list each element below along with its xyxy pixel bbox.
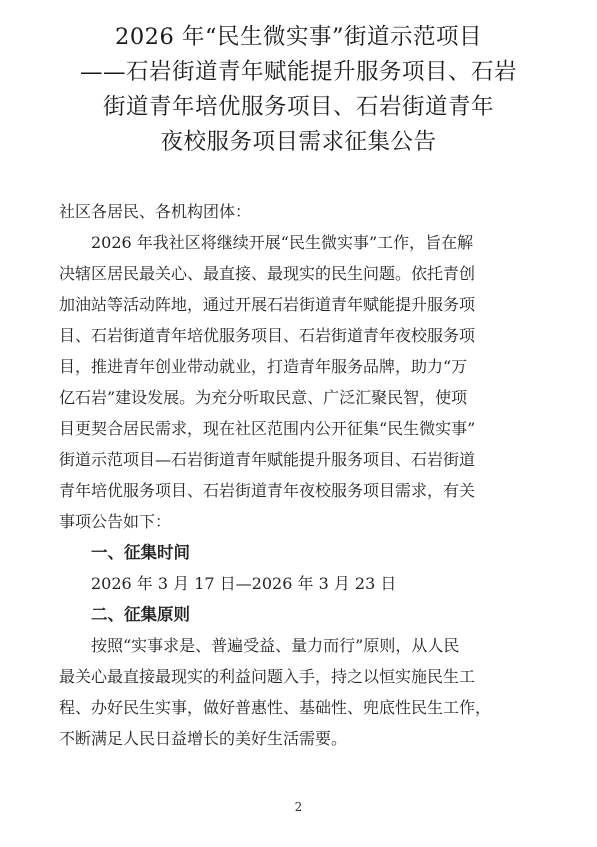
section-2-paragraph — [59, 630, 541, 754]
intro-line: 事项公告如下： — [59, 512, 172, 531]
title-line-1: 2026 年“民生微实事”街道示范项目 — [115, 24, 482, 50]
title-line-3: 街道青年培优服务项目、石岩街道青年 — [102, 94, 494, 120]
document-title — [40, 20, 557, 160]
intro-line: 目、石岩街道青年培优服务项目、石岩街道青年夜校服务项 — [59, 326, 476, 345]
section-2-line: 按照“实事求是、普遍受益、量力而行”原则，从人民 — [91, 636, 460, 655]
section-1-content: 2026 年 3 月 17 日—2026 年 3 月 23 日 — [91, 574, 397, 593]
intro-line: 目，推进青年创业带动就业，打造青年服务品牌，助力“万 — [59, 357, 468, 376]
intro-paragraph — [59, 227, 541, 537]
title-line-4: 夜校服务项目需求征集公告 — [160, 129, 437, 155]
intro-line: 青年培优服务项目、石岩街道青年夜校服务项目需求，有关 — [59, 481, 476, 500]
document-body — [59, 196, 541, 754]
section-2-heading: 二、征集原则 — [91, 605, 190, 624]
intro-line: 亿石岩”建设发展。为充分听取民意、广泛汇聚民智，使项 — [59, 388, 468, 407]
intro-line: 加油站等活动阵地，通过开展石岩街道青年赋能提升服务项 — [59, 295, 476, 314]
intro-line: 目更契合居民需求，现在社区范围内公开征集“民生微实事” — [59, 419, 476, 438]
section-2-line: 最关心最直接最现实的利益问题入手，持之以恒实施民生工 — [59, 667, 476, 686]
salutation: 社区各居民、各机构团体： — [59, 202, 252, 221]
section-1-heading: 一、征集时间 — [91, 543, 190, 562]
section-2-line: 程、办好民生实事，做好普惠性、基础性、兜底性民生工作， — [59, 698, 492, 717]
title-line-2: ——石岩街道青年赋能提升服务项目、石岩 — [79, 59, 517, 85]
page-number: 2 — [294, 800, 303, 814]
intro-line: 街道示范项目—石岩街道青年赋能提升服务项目、石岩街道 — [59, 450, 476, 469]
section-2-line: 不断满足人民日益增长的美好生活需要。 — [59, 729, 348, 748]
intro-line: 2026 年我社区将继续开展“民生微实事”工作，旨在解 — [91, 233, 474, 252]
intro-line: 决辖区居民最关心、最直接、最现实的民生问题。依托青创 — [59, 264, 476, 283]
